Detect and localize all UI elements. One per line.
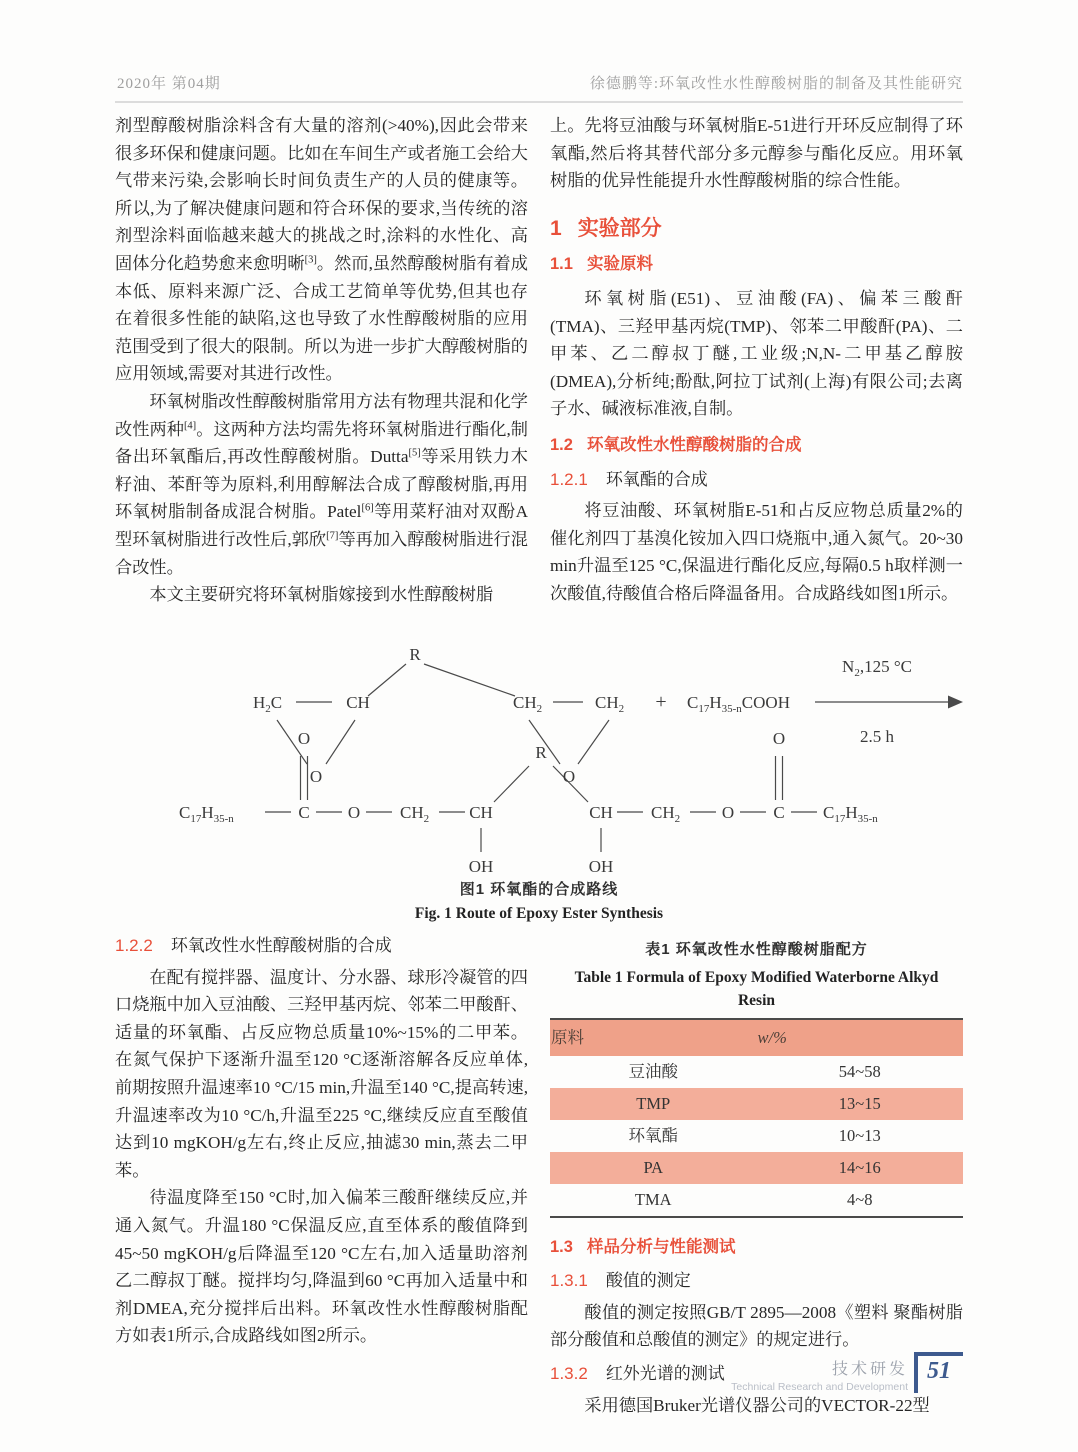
paragraph-text: 等采用铁力木籽油、苯酐等为原料,利用醇解法合成了醇酸树脂,再用环氧树脂制备成混合树脂。Patel [115, 447, 528, 522]
section-number: 1.3.2 [550, 1363, 588, 1383]
col-header-material: 原料 [550, 1019, 757, 1056]
paragraph: 环氧树脂(E51)、豆油酸(FA)、偏苯三酸酐(TMA)、三羟甲基丙烷(TMP)、邻苯二甲酸酐(PA)、二甲苯、乙二醇叔丁醚,工业级;N,N-二甲基乙醇胺(DMEA),分析纯;酚酞,阿拉丁试剂(上海)有限公司;去离子水、碱液标准液,自制。 [550, 288, 963, 419]
paragraph: 酸值的测定按照GB/T 2895—2008《塑料 聚酯树脂 部分酸值和总酸值的测定》的规定进行。 [550, 1302, 963, 1350]
table-row [550, 1056, 963, 1088]
alkyl-chain-left: $C_{17}H_{35-n}$ [179, 803, 234, 825]
atom-label-c: C [298, 803, 310, 822]
atom-label-o: O [721, 803, 735, 822]
section-1-3-1-heading [550, 1267, 963, 1295]
figure-caption-zh: 图1 环氧酯的合成路线 [459, 881, 619, 898]
issue-label: 2020年 第04期 [117, 76, 221, 92]
table-caption-en-line1: Table 1 Formula of Epoxy Modified Waterborne Alkyd [574, 968, 939, 986]
atom-label-oh: OH [468, 857, 494, 876]
running-title: 徐德鹏等:环氧改性水性醇酸树脂的制备及其性能研究 [589, 76, 963, 92]
footer-column-zh: 技术研发 [831, 1361, 908, 1378]
atom-label-o: O [772, 729, 786, 748]
atom-label-ch2: $CH_2$ [513, 693, 543, 715]
section-title: 环氧酯的合成 [605, 469, 708, 489]
citation-ref: [3] [304, 254, 317, 266]
arrow-head [948, 696, 963, 709]
section-number: 1 [550, 216, 562, 240]
atom-label-h2c: $H_2C$ [253, 693, 283, 715]
cell-material: TMA [634, 1189, 672, 1209]
table-caption-en [550, 966, 963, 1012]
table-row [550, 1120, 963, 1152]
paragraph: 采用德国Bruker光谱仪器公司的VECTOR-22型 [584, 1395, 930, 1415]
paragraph-text: 等用菜籽油对双酚A型环氧树脂进行改性后,郭欣 [115, 502, 528, 549]
cell-value: 14~16 [757, 1152, 964, 1184]
paragraph: 待温度降至150 °C时,加入偏苯三酸酐继续反应,并通入氮气。升温180 °C保温反应,直至体系的酸值降到45~50 mgKOH/g后降温至120 °C左右,加入适量助溶剂乙二醇叔丁醚。搅拌均匀,降温到60 °C再加入适量中和剂DMEA,充分搅拌后出料。环氧改性水性醇酸树脂配方如表1所示,合成路线如图2所示。 [115, 1188, 528, 1346]
citation-ref: [5] [408, 447, 421, 459]
section-1-2-2-heading [115, 932, 528, 960]
citation-ref: [7] [326, 530, 339, 542]
page-footer [0, 1352, 963, 1393]
atom-label-ch: CH [589, 803, 613, 822]
table-row [550, 1152, 963, 1184]
section-number: 1.2.2 [115, 936, 153, 955]
atom-label-r: R [535, 743, 547, 762]
section-1-2-1-heading [550, 466, 963, 494]
section-1-heading [550, 215, 963, 243]
section-title: 实验部分 [577, 216, 662, 240]
cell-material: 环氧酯 [628, 1125, 678, 1145]
table-row [550, 1088, 963, 1120]
cell-material: PA [550, 1152, 757, 1184]
footer-column-en: Technical Research and Development [731, 1381, 908, 1393]
cell-value: 54~58 [838, 1061, 881, 1081]
running-head [117, 72, 963, 93]
figure-1 [115, 616, 963, 923]
paragraph: 在配有搅拌器、温度计、分水器、球形冷凝管的四口烧瓶中加入豆油酸、三羟甲基丙烷、邻苯二甲酸酐、适量的环氧酯、占反应物总质量10%~15%的二甲苯。在氮气保护下逐渐升温至120 °C逐渐溶解各反应单体,前期按照升温速率10 °C/15 min,升温至140 °C,提高转速,升温速率改为10 °C/h,升温至225 °C,继续反应直至酸值达到10 mgKOH/g左右,终止反应,抽滤30 min,蒸去二甲苯。 [115, 967, 528, 1180]
figure-caption-en: Fig. 1 Route of Epoxy Ester Synthesis [414, 905, 664, 922]
table-header-row [550, 1019, 963, 1056]
paragraph [115, 388, 528, 581]
formula-table [550, 1018, 963, 1218]
atom-label-ch: CH [346, 693, 370, 712]
column-left-top [115, 112, 528, 609]
paragraph-text: 。然而,虽然醇酸树脂有着成本低、原料来源广泛、合成工艺简单等优势,但其也存在着很多性能的缺陷,这也导致了水性醇酸树脂的应用范围受到了很大的限制。所以为进一步扩大醇酸树脂的应用领域,需要对其进行改性。 [115, 253, 528, 384]
atom-label-r: R [409, 645, 421, 664]
section-1-1-heading [550, 251, 963, 279]
footer-column-name [731, 1356, 908, 1393]
plus-sign: + [655, 691, 667, 713]
atom-label-o: O [562, 767, 576, 786]
reaction-conditions-top: $N_2,125$ °C [842, 657, 912, 679]
atom-label-ch2: $CH_2$ [400, 803, 430, 825]
paragraph-text: 等再加入醇酸树脂进行混合改性。 [115, 529, 528, 577]
column-right-bottom [550, 932, 963, 1419]
paragraph-text: 剂型醇酸树脂涂料含有大量的溶剂(>40%),因此会带来很多环保和健康问题。比如在车间生产或者施工会给大气带来污染,会影响长时间负责生产的人员的健康等。所以,为了解决健康问题和符合环保的要求,当传统的溶剂型涂料面临越来越大的挑战之时,涂料的水性化、高固体分化趋势愈来愈明晰 [115, 116, 528, 273]
cell-value: 10~13 [838, 1125, 881, 1145]
section-number: 1.2.1 [550, 469, 588, 489]
paragraph: 本文主要研究将环氧树脂嫁接到水性醇酸树脂 [149, 585, 494, 605]
figure1-structure [115, 616, 963, 878]
col-header-wpercent: w/% [757, 1019, 964, 1056]
atom-label-o: O [347, 803, 361, 822]
atom-label-ch2: $CH_2$ [651, 803, 681, 825]
section-number: 1.3 [550, 1237, 573, 1256]
table-row [550, 1184, 963, 1217]
page-number-badge: 51 [914, 1352, 963, 1393]
paragraph [115, 112, 528, 388]
citation-ref: [6] [361, 502, 374, 514]
section-title: 实验原料 [586, 255, 653, 274]
header-rule [115, 101, 963, 103]
section-title: 红外光谱的测试 [605, 1363, 725, 1383]
section-number: 1.3.1 [550, 1271, 588, 1291]
atom-label-o: O [297, 729, 311, 748]
alkyl-chain-right: $C_{17}H_{35-n}$ [823, 803, 878, 825]
cell-material: 豆油酸 [628, 1061, 678, 1081]
fatty-acid-formula: $C_{17}H_{35-n}COOH$ [687, 693, 790, 715]
cell-value: 4~8 [847, 1189, 873, 1209]
paragraph-text: 。这两种方法均需先将环氧树脂进行酯化,制备出环氧酯后,再改性醇酸树脂。Dutta [115, 419, 528, 467]
cell-material: TMP [550, 1088, 757, 1120]
section-number: 1.1 [550, 255, 573, 274]
paragraph: 上。先将豆油酸与环氧树脂E-51进行开环反应制得了环氧酯,然后将其替代部分多元醇参与酯化反应。用环氧树脂的优异性能提升水性醇酸树脂的综合性能。 [550, 116, 963, 191]
section-number: 1.2 [550, 435, 573, 454]
section-title: 酸值的测定 [605, 1271, 691, 1291]
atom-label-o: O [309, 767, 323, 786]
paragraph-text: 环氧树脂改性醇酸树脂常用方法有物理共混和化学改性两种 [115, 391, 528, 439]
section-1-2-heading [550, 432, 963, 460]
table-caption-en-line2: Resin [737, 991, 776, 1009]
paragraph: 将豆油酸、环氧树脂E-51和占反应物总质量2%的催化剂四丁基溴化铵加入四口烧瓶中,通入氮气。20~30 min升温至125 °C,保温进行酯化反应,每隔0.5 h取样测一次酸值,待酸值合格后降温备用。合成路线如图1所示。 [550, 501, 963, 603]
atom-label-c: C [773, 803, 785, 822]
atom-label-ch: CH [469, 803, 493, 822]
column-left-bottom [115, 932, 528, 1350]
reaction-conditions-bottom: 2.5 h [860, 727, 894, 746]
citation-ref: [4] [183, 419, 197, 431]
section-title: 环氧改性水性醇酸树脂的合成 [586, 435, 802, 454]
atom-label-oh: OH [588, 857, 614, 876]
table-caption-zh: 表1 环氧改性水性醇酸树脂配方 [645, 941, 868, 958]
section-1-3-heading [550, 1234, 963, 1262]
column-right-top [550, 112, 963, 608]
cell-value: 13~15 [757, 1088, 964, 1120]
section-title: 环氧改性水性醇酸树脂的合成 [170, 936, 392, 955]
atom-label-ch2: $CH_2$ [595, 693, 625, 715]
section-title: 样品分析与性能测试 [586, 1237, 736, 1256]
